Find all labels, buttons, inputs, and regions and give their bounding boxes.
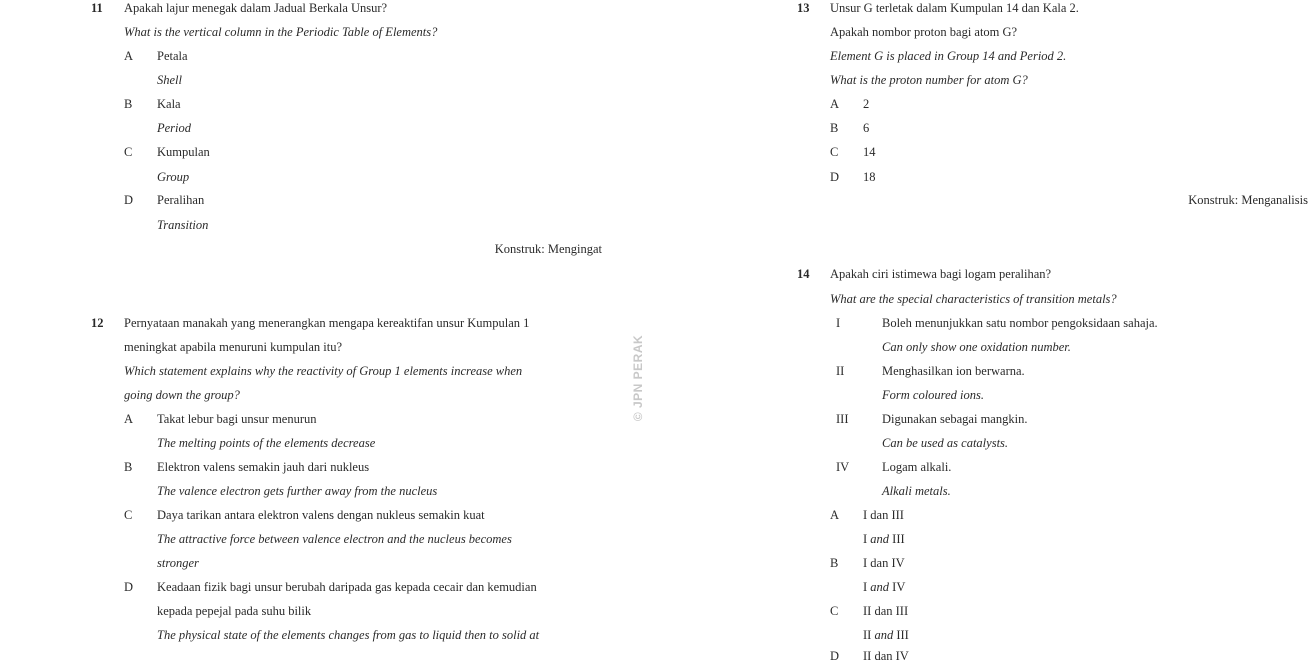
option-text-en-cont: stronger [157,556,199,570]
construct-label: Konstruk: Mengingat [494,242,602,256]
question-number: 13 [797,1,810,15]
option-text-en: I and IV [863,580,906,594]
option-letter: A [830,508,840,522]
question-text-ms: Pernyataan manakah yang menerangkan mengapa kereaktifan unsur Kumpulan 1 [124,316,530,330]
option-text-en: Group [157,170,190,184]
statement-roman: IV [836,460,850,474]
option-text-en: The valence electron gets further away from the nucleus [157,484,438,498]
option-letter: D [830,170,840,184]
statement-roman: I [836,316,841,330]
option-text-ms: Petala [157,49,188,63]
question-text-en: Which statement explains why the reactivity of Group 1 elements increase when [124,364,523,378]
option-letter: C [124,145,133,159]
question-text-en: What are the special characteristics of transition metals? [830,292,1117,306]
statement-text-en: Form coloured ions. [882,388,984,402]
option-text-ms: II dan III [863,604,909,618]
option-text-en: The melting points of the elements decrease [157,436,376,450]
option-letter: D [124,193,134,207]
question-text-en: Element G is placed in Group 14 and Period 2. [830,49,1067,63]
option-letter: D [124,580,134,594]
option-value: 2 [863,97,870,111]
option-text-en: The physical state of the elements changes from gas to liquid then to solid at [157,628,540,642]
option-letter: D [830,649,840,663]
statement-text-ms: Logam alkali. [882,460,952,474]
option-text-en: The attractive force between valence electron and the nucleus becomes [157,532,512,546]
question-text-ms: Apakah lajur menegak dalam Jadual Berkala Unsur? [124,1,388,15]
option-text-ms: I dan IV [863,556,905,570]
question-text-ms: Unsur G terletak dalam Kumpulan 14 dan Kala 2. [830,1,1079,15]
option-value: 14 [863,145,876,159]
statement-roman: III [836,412,849,426]
question-text-en-cont: What is the proton number for atom G? [830,73,1028,87]
question-text-en: What is the vertical column in the Periodic Table of Elements? [124,25,438,39]
option-value: 6 [863,121,870,135]
option-text-ms: Peralihan [157,193,205,207]
option-letter: B [124,460,133,474]
option-letter: B [124,97,133,111]
statement-text-ms: Menghasilkan ion berwarna. [882,364,1025,378]
question-number: 14 [797,267,810,281]
question-text-ms: Apakah ciri istimewa bagi logam peralihan? [830,267,1052,281]
option-letter: C [830,145,839,159]
option-letter: A [830,97,840,111]
question-text-ms-cont: meningkat apabila menuruni kumpulan itu? [124,340,342,354]
question-text-en-cont: going down the group? [124,388,240,402]
option-text-ms: I dan III [863,508,904,522]
option-text-en: II and III [863,628,909,642]
construct-label: Konstruk: Menganalisis [1188,193,1308,207]
question-number: 11 [91,1,103,15]
option-letter: A [124,49,134,63]
watermark-text: © JPN PERAK [631,334,646,422]
statement-text-en: Can only show one oxidation number. [882,340,1071,354]
option-value: 18 [863,170,876,184]
question-text-ms-cont: Apakah nombor proton bagi atom G? [830,25,1018,39]
statement-text-en: Alkali metals. [882,484,951,498]
option-text-en: Period [157,121,192,135]
question-number: 12 [91,316,104,330]
option-text-ms: Kumpulan [157,145,210,159]
statement-text-ms: Boleh menunjukkan satu nombor pengoksidaan sahaja. [882,316,1158,330]
option-letter: C [124,508,133,522]
option-text-ms: Daya tarikan antara elektron valens dengan nukleus semakin kuat [157,508,485,522]
statement-roman: II [836,364,845,378]
statement-text-en: Can be used as catalysts. [882,436,1009,450]
option-text-ms-cont: kepada pepejal pada suhu bilik [157,604,312,618]
option-letter: C [830,604,839,618]
option-text-en: Shell [157,73,182,87]
option-text-en: Transition [157,218,209,232]
option-letter: B [830,121,839,135]
option-text-ms: Kala [157,97,181,111]
option-text-ms: II dan IV [863,649,909,663]
option-letter: B [830,556,839,570]
option-text-ms: Elektron valens semakin jauh dari nukleus [157,460,370,474]
statement-text-ms: Digunakan sebagai mangkin. [882,412,1028,426]
option-letter: A [124,412,134,426]
option-text-ms: Takat lebur bagi unsur menurun [157,412,317,426]
option-text-en: I and III [863,532,905,546]
option-text-ms: Keadaan fizik bagi unsur berubah daripada gas kepada cecair dan kemudian [157,580,537,594]
watermark [628,334,648,422]
